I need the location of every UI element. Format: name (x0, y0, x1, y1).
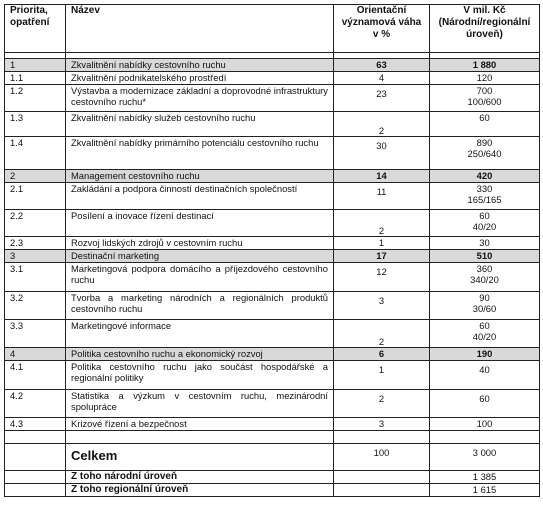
row-amount: 30 (430, 237, 540, 250)
row-name: Marketingové informace (66, 320, 334, 348)
header-weight: Orientační významová váha v % (334, 5, 430, 53)
row-amount: 60 (430, 112, 540, 137)
total-amount: 3 000 (430, 444, 540, 471)
row-weight: 3 (334, 418, 430, 431)
row-amount: 60 (430, 390, 540, 418)
table-row (5, 390, 540, 418)
row-id: 4.3 (5, 418, 66, 431)
row-weight: 1 (334, 237, 430, 250)
row-id: 3.3 (5, 320, 66, 348)
row-amount-split: 40/20 (472, 221, 497, 232)
table-row (5, 112, 540, 137)
row-amount: 420 (430, 170, 540, 183)
table-row (5, 72, 540, 85)
priorities-table (4, 4, 540, 497)
row-amount: 190 (430, 348, 540, 361)
row-weight: 2 (334, 320, 430, 348)
row-name: Marketingová podpora domácího a příjezdového cestovního ruchu (66, 263, 334, 292)
spacer-row (5, 431, 540, 444)
row-name: Tvorba a marketing národních a regionálních produktů cestovního ruchu (66, 292, 334, 320)
row-weight: 30 (334, 137, 430, 170)
row-name: Politika cestovního ruchu a ekonomický rozvoj (66, 348, 334, 361)
row-amount-split: 30/60 (472, 303, 497, 314)
row-id: 1.1 (5, 72, 66, 85)
table-row (5, 361, 540, 390)
table-row (5, 418, 540, 431)
header-amount: V mil. Kč (Národní/regionální úroveň) (430, 5, 540, 53)
table-row (5, 292, 540, 320)
row-id: 2 (5, 170, 66, 183)
total-row (5, 444, 540, 471)
table-row-priority (5, 170, 540, 183)
row-id: 4.2 (5, 390, 66, 418)
row-amount: 700 (476, 85, 493, 96)
row-name: Management cestovního ruchu (66, 170, 334, 183)
header-name: Název (66, 5, 334, 53)
row-id: 1 (5, 59, 66, 72)
row-amount-split: 40/20 (472, 331, 497, 342)
row-weight: 3 (334, 292, 430, 320)
row-amount: 120 (430, 72, 540, 85)
row-name: Zkvalitnění nabídky primárního potenciálu cestovního ruchu (66, 137, 334, 170)
row-id: 4.1 (5, 361, 66, 390)
table-row-priority (5, 59, 540, 72)
total-weight: 100 (334, 444, 430, 471)
national-total-row (5, 471, 540, 484)
row-amount: 40 (430, 361, 540, 390)
row-amount-split: 165/165 (467, 194, 502, 205)
regional-amount: 1 615 (430, 484, 540, 497)
table-row (5, 263, 540, 292)
row-name: Výstavba a modernizace základní a doprovodné infrastruktury cestovního ruchu* (66, 85, 334, 112)
row-id: 2.3 (5, 237, 66, 250)
row-name: Zkvalitnění nabídky služeb cestovního ruchu (66, 112, 334, 137)
row-name: Posílení a inovace řízení destinací (66, 210, 334, 237)
table-row (5, 320, 540, 348)
row-weight: 12 (334, 263, 430, 292)
table-row (5, 237, 540, 250)
row-amount: 60 (479, 320, 490, 331)
header-priority: Priorita, opatření (5, 5, 66, 53)
row-name: Destinační marketing (66, 250, 334, 263)
row-id: 3.2 (5, 292, 66, 320)
table-row (5, 137, 540, 170)
row-id: 1.4 (5, 137, 66, 170)
row-weight: 2 (334, 210, 430, 237)
row-name: Krizové řízení a bezpečnost (66, 418, 334, 431)
row-amount: 360 (476, 263, 493, 274)
row-name: Rozvoj lidských zdrojů v cestovním ruchu (66, 237, 334, 250)
table-row-priority (5, 250, 540, 263)
row-id: 2.2 (5, 210, 66, 237)
row-name: Zkvalitnění nabídky cestovního ruchu (66, 59, 334, 72)
row-weight: 4 (334, 72, 430, 85)
row-id: 2.1 (5, 183, 66, 210)
row-id: 1.3 (5, 112, 66, 137)
national-amount: 1 385 (430, 471, 540, 484)
regional-label: Z toho regionální úroveň (66, 484, 334, 497)
row-id: 3.1 (5, 263, 66, 292)
table-row (5, 210, 540, 237)
row-amount: 60 (479, 210, 490, 221)
table-row (5, 85, 540, 112)
row-amount: 330 (476, 183, 493, 194)
row-amount: 100 (430, 418, 540, 431)
row-weight: 11 (334, 183, 430, 210)
row-name: Zakládání a podpora činností destinačních společností (66, 183, 334, 210)
row-weight: 17 (334, 250, 430, 263)
row-amount: 510 (430, 250, 540, 263)
row-amount-split: 100/600 (467, 96, 502, 107)
row-weight: 2 (334, 112, 430, 137)
row-weight: 63 (334, 59, 430, 72)
row-weight: 14 (334, 170, 430, 183)
total-label: Celkem (66, 444, 334, 471)
row-amount: 1 880 (430, 59, 540, 72)
row-weight: 1 (334, 361, 430, 390)
row-amount-split: 340/20 (470, 274, 499, 285)
row-name: Politika cestovního ruchu jako součást hospodářské a regionální politiky (66, 361, 334, 390)
row-weight: 2 (334, 390, 430, 418)
national-label: Z toho národní úroveň (66, 471, 334, 484)
row-id: 4 (5, 348, 66, 361)
table-row (5, 183, 540, 210)
row-name: Zkvalitnění podnikatelského prostředí (66, 72, 334, 85)
row-name: Statistika a výzkum v cestovním ruchu, mezinárodní spolupráce (66, 390, 334, 418)
row-weight: 23 (334, 85, 430, 112)
row-amount: 90 (479, 292, 490, 303)
row-weight: 6 (334, 348, 430, 361)
regional-total-row (5, 484, 540, 497)
table-header-row (5, 5, 540, 53)
row-id: 1.2 (5, 85, 66, 112)
row-amount-split: 250/640 (467, 148, 502, 159)
table-row-priority (5, 348, 540, 361)
row-id: 3 (5, 250, 66, 263)
row-amount: 890 (476, 137, 493, 148)
